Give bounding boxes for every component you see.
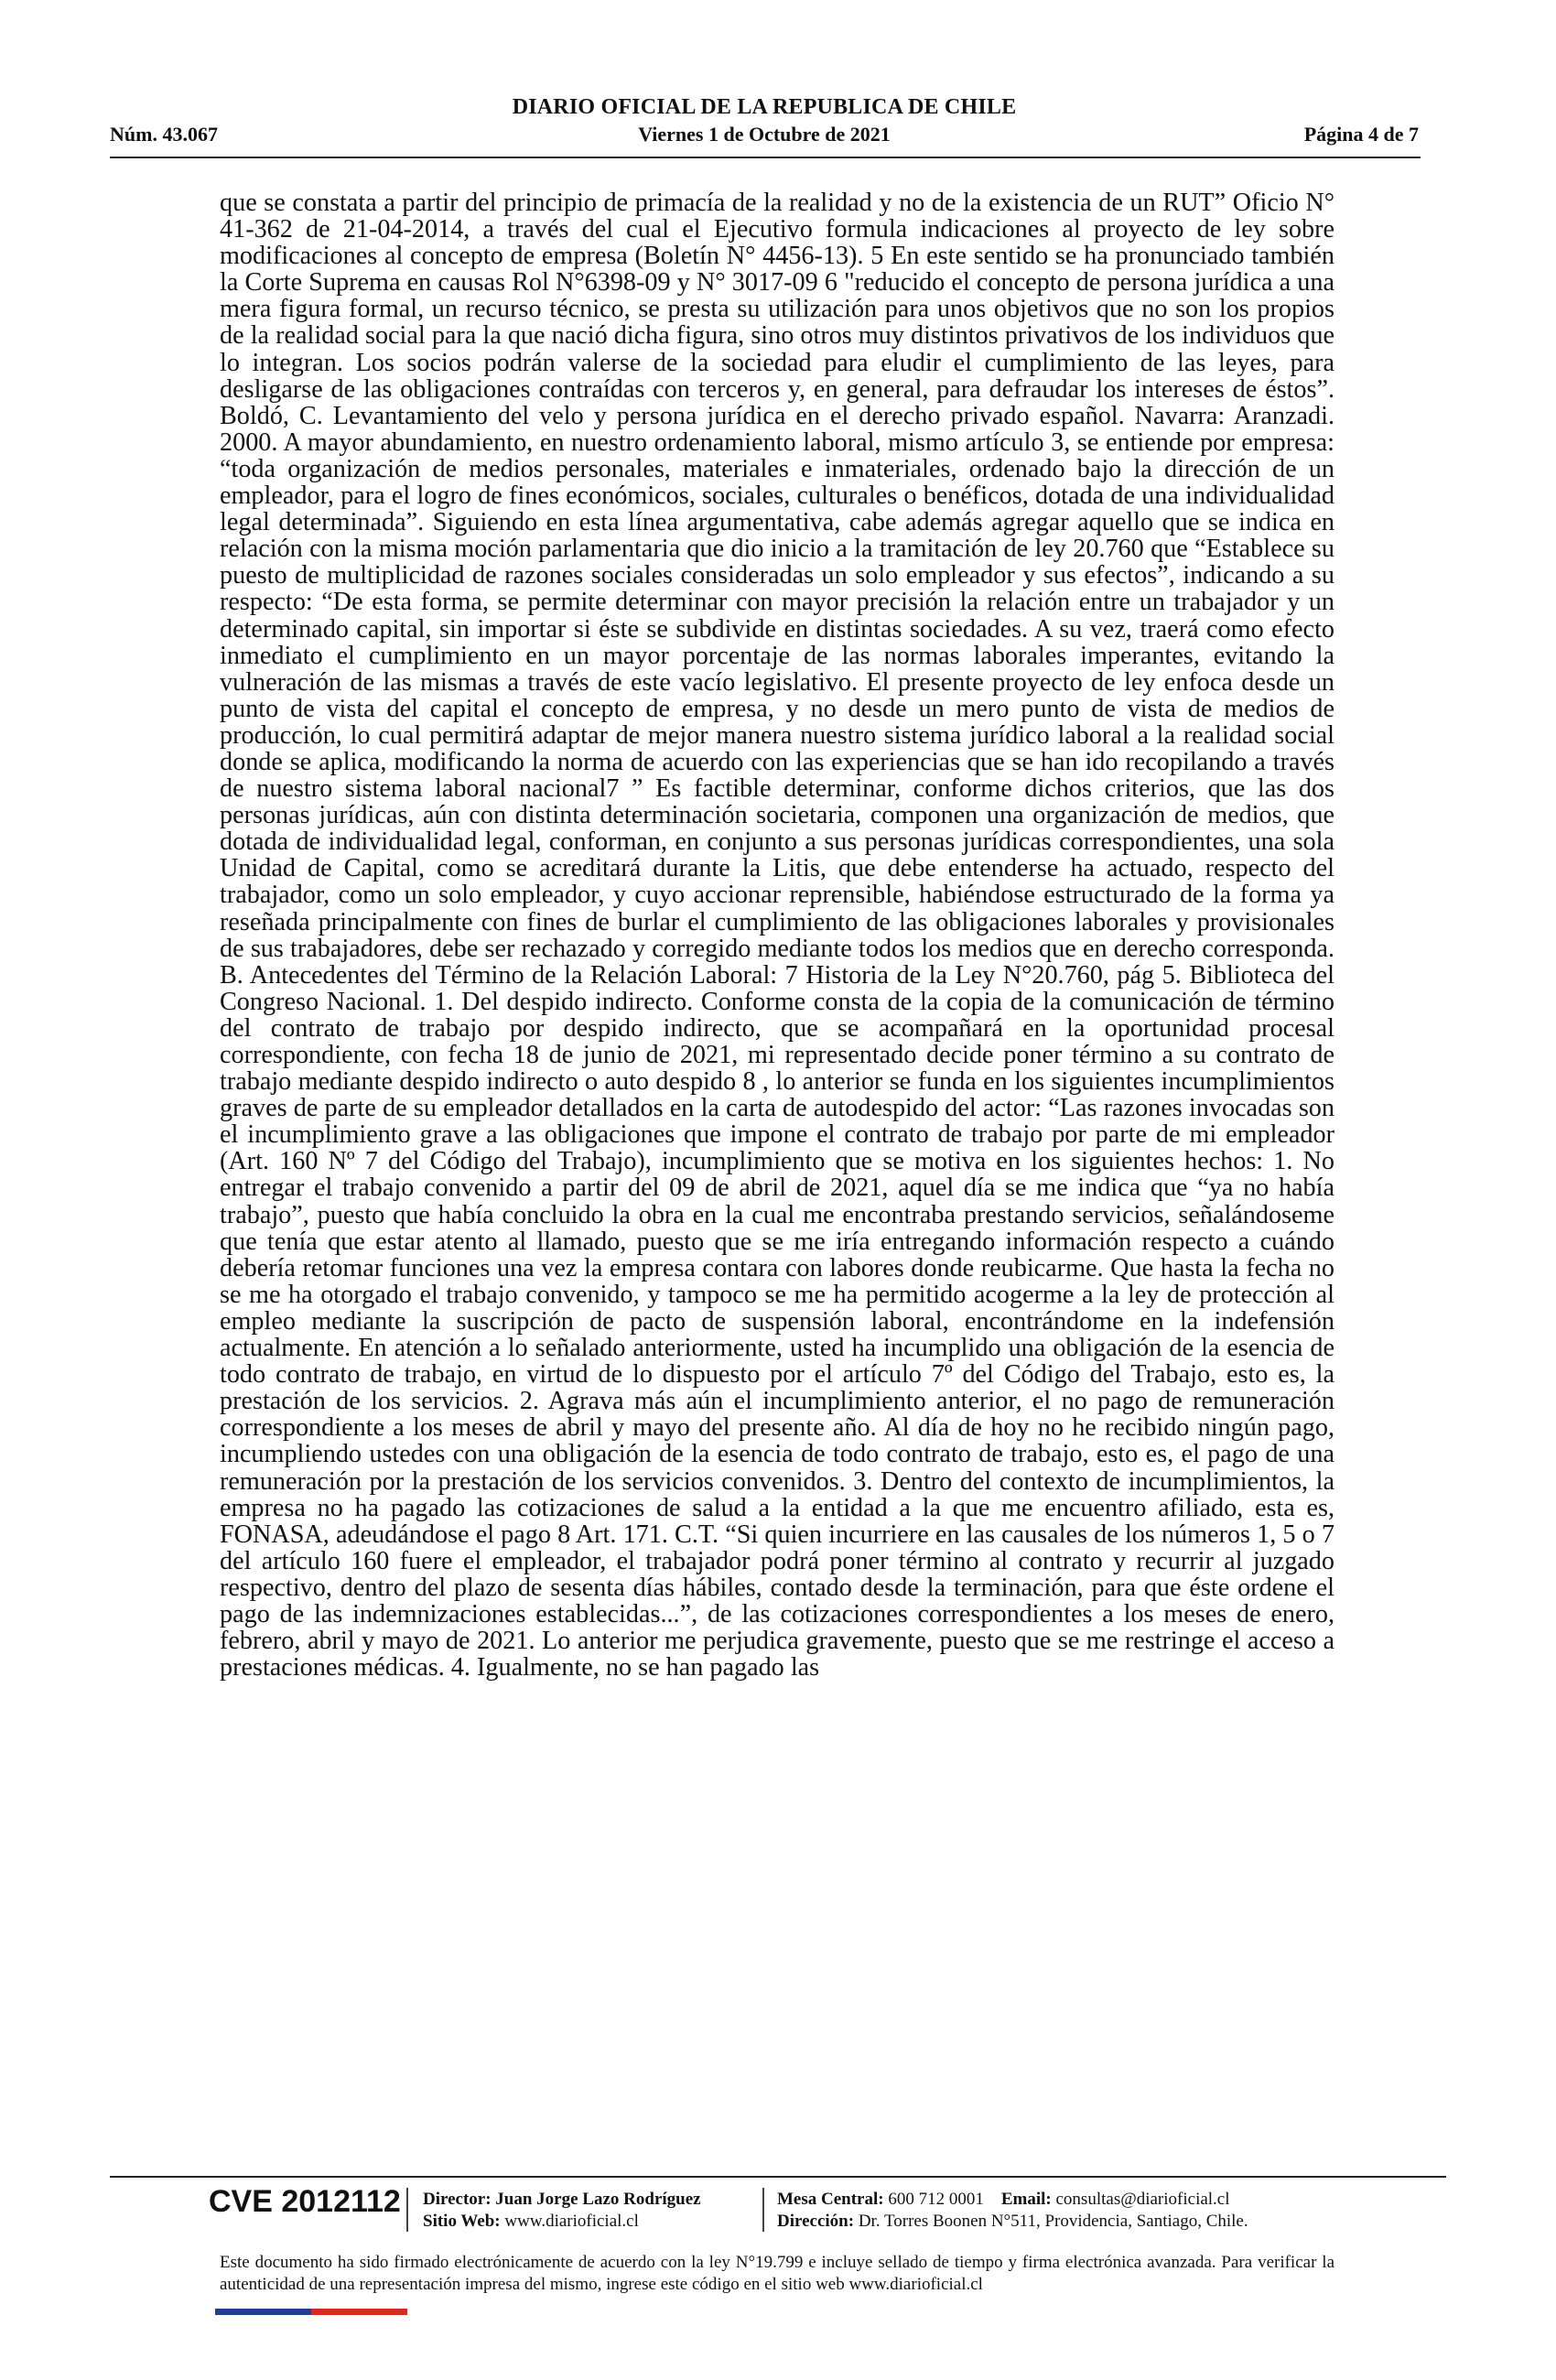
- page-number: Página 4 de 7: [1303, 123, 1419, 146]
- flag-blue-bar: [215, 2309, 311, 2315]
- header-divider: [110, 157, 1421, 158]
- site-url[interactable]: www.diarioficial.cl: [504, 2212, 639, 2231]
- footer-separator: [762, 2188, 764, 2232]
- body-paragraph: que se constata a partir del principio de primacía de la realidad y no de la existencia de un RUT” Oficio N° 41-362 de 21-04-2014, a través del cual el Ejecutivo formula indicaciones al proyecto de ley sobre modificaciones al concepto de empresa (Boletín N° 4456-13). 5 En este sentido se ha pronunciado también la Corte Suprema en causas Rol N°6398-09 y N° 3017-09 6 "reducido el concepto de persona jurídica a una mera figura formal, un recurso técnico, se presta su utilización para unos objetivos que no son los propios de la realidad social para la que nació dicha figura, sino otros muy distintos privativos de los individuos que lo integran. Los socios podrán valerse de la sociedad para eludir el cumplimiento de las leyes, para desligarse de las obligaciones contraídas con terceros y, en general, para defraudar los intereses de éstos”. Boldó, C. Levantamiento del velo y persona jurídica en el derecho privado español. Navarra: Aranzadi. 2000. A mayor abundamiento, en nuestro ordenamiento laboral, mismo artículo 3, se entiende por empresa: “toda organización de medios personales, materiales e inmateriales, ordenado bajo la dirección de un empleador, para el logro de fines económicos, sociales, culturales o benéficos, dotada de una individualidad legal determinada”. Siguiendo en esta línea argumentativa, cabe además agregar aquello que se indica en relación con la misma moción parlamentaria que dio inicio a la tramitación de ley 20.760 que “Establece su puesto de multiplicidad de razones sociales consideradas un solo empleador y sus efectos”, indicando a su respecto: “De esta forma, se permite determinar con mayor precisión la relación entre un trabajador y un determinado capital, sin importar si éste se subdivide en distintas sociedades. A su vez, traerá como efecto inmediato el cumplimiento en un mayor porcentaje de las normas laborales imperantes, evitando la vulneración de las mismas a través de este vacío legislativo. El presente proyecto de ley enfoca desde un punto de vista del capital el concepto de empresa, y no desde un mero punto de vista de medios de producción, lo cual permitirá adaptar de mejor manera nuestro sistema jurídico laboral a la realidad social donde se aplica, modificando la norma de acuerdo con las experiencias que se han ido recopilando a través de nuestro sistema laboral nacional7 ” Es factible determinar, conforme dichos criterios, que las dos personas jurídicas, aún con distinta determinación societaria, componen una organización de medios, que dotada de individualidad legal, conforman, en conjunto a sus personas jurídicas correspondientes, una sola Unidad de Capital, como se acreditará durante la Litis, que debe entenderse ha actuado, respecto del trabajador, como un solo empleador, y cuyo accionar reprensible, habiéndose estructurado de la forma ya reseñada principalmente con fines de burlar el cumplimiento de las obligaciones laborales y provisionales de sus trabajadores, debe ser rechazado y corregido mediante todos los medios que en derecho corresponda. B. Antecedentes del Término de la Relación Laboral: 7 Historia de la Ley N°20.760, pág 5. Biblioteca del Congreso Nacional. 1. Del despido indirecto. Conforme consta de la copia de la comunicación de término del contrato de trabajo por despido indirecto, que se acompañará en la oportunidad procesal correspondiente, con fecha 18 de junio de 2021, mi representado decide poner término a su contrato de trabajo mediante despido indirecto o auto despido 8 , lo anterior se funda en los siguientes incumplimientos graves de parte de su empleador detallados en la carta de autodespido del actor: “Las razones invocadas son el incumplimiento grave a las obligaciones que impone el contrato de trabajo por parte de mi empleador (Art. 160 Nº 7 del Código del Trabajo), incumplimiento que se motiva en los siguientes hechos: 1. No entregar el trabajo convenido a partir del 09 de abril de 2021, aquel día se me indica que “ya no había trabajo”, puesto que había concluido la obra en la cual me encontraba prestando servicios, señalándoseme que tenía que estar atento al llamado, puesto que se me iría entregando información respecto a cuándo debería retomar funciones una vez la empresa contara con labores donde reubicarme. Que hasta la fecha no se me ha otorgado el trabajo convenido, y tampoco se me ha permitido acogerme a la ley de protección al empleo mediante la suscripción de pacto de suspensión laboral, encontrándome en la indefensión actualmente. En atención a lo señalado anteriormente, usted ha incumplido una obligación de la esencia de todo contrato de trabajo, en virtud de lo dispuesto por el artículo 7º del Código del Trabajo, esto es, la prestación de los servicios. 2. Agrava más aún el incumplimiento anterior, el no pago de remuneración correspondiente a los meses de abril y mayo del presente año. Al día de hoy no he recibido ningún pago, incumpliendo ustedes con una obligación de la esencia de todo contrato de trabajo, esto es, el pago de una remuneración por la prestación de los servicios convenidos. 3. Dentro del contexto de incumplimientos, la empresa no ha pagado las cotizaciones de salud a la entidad a la que me encuentro afiliado, esta es, FONASA, adeudándose el pago 8 Art. 171. C.T. “Si quien incurriere en las causales de los números 1, 5 o 7 del artículo 160 fuere el empleador, el trabajador podrá poner término al contrato y recurrir al juzgado respectivo, dentro del plazo de sesenta días hábiles, contado desde la terminación, para que éste ordene el pago de las indemnizaciones establecidas...”, de las cotizaciones correspondientes a los meses de enero, febrero, abril y mayo de 2021. Lo anterior me perjudica gravemente, puesto que se me restringe el acceso a prestaciones médicas. 4. Igualmente, no se han pagado las: [220, 189, 1334, 1682]
- mesa-phone: 600 712 0001: [888, 2190, 984, 2209]
- address-value: Dr. Torres Boonen N°511, Providencia, Santiago, Chile.: [858, 2212, 1248, 2231]
- director-name: Juan Jorge Lazo Rodríguez: [495, 2190, 701, 2209]
- address-label: Dirección:: [777, 2212, 855, 2231]
- email-label: Email:: [1000, 2190, 1052, 2209]
- contact-info: [777, 2189, 1248, 2233]
- gazette-title: DIARIO OFICIAL DE LA REPUBLICA DE CHILE: [512, 95, 1017, 119]
- footer-divider: [110, 2176, 1446, 2178]
- mesa-label: Mesa Central:: [777, 2190, 884, 2209]
- issue-number: Núm. 43.067: [110, 123, 218, 146]
- flag-stripe: [215, 2309, 407, 2315]
- issue-date: Viernes 1 de Octubre de 2021: [638, 123, 891, 146]
- site-label: Sitio Web:: [423, 2212, 501, 2231]
- document-body: [220, 189, 1334, 1681]
- footer-separator: [406, 2188, 408, 2232]
- legal-notice: Este documento ha sido firmado electrónicamente de acuerdo con la ley N°19.799 e incluye sellado de tiempo y firma electrónica avanzada. Para verificar la autenticidad de una representación impresa del mismo, ingrese este código en el sitio web www.diarioficial.cl: [220, 2253, 1334, 2294]
- director-info: [423, 2189, 701, 2233]
- flag-red-bar: [311, 2309, 407, 2315]
- cve-code: CVE 2012112: [209, 2184, 401, 2219]
- director-label: Director:: [423, 2190, 492, 2209]
- email-address[interactable]: consultas@diarioficial.cl: [1055, 2190, 1230, 2209]
- page-header: [110, 92, 1419, 146]
